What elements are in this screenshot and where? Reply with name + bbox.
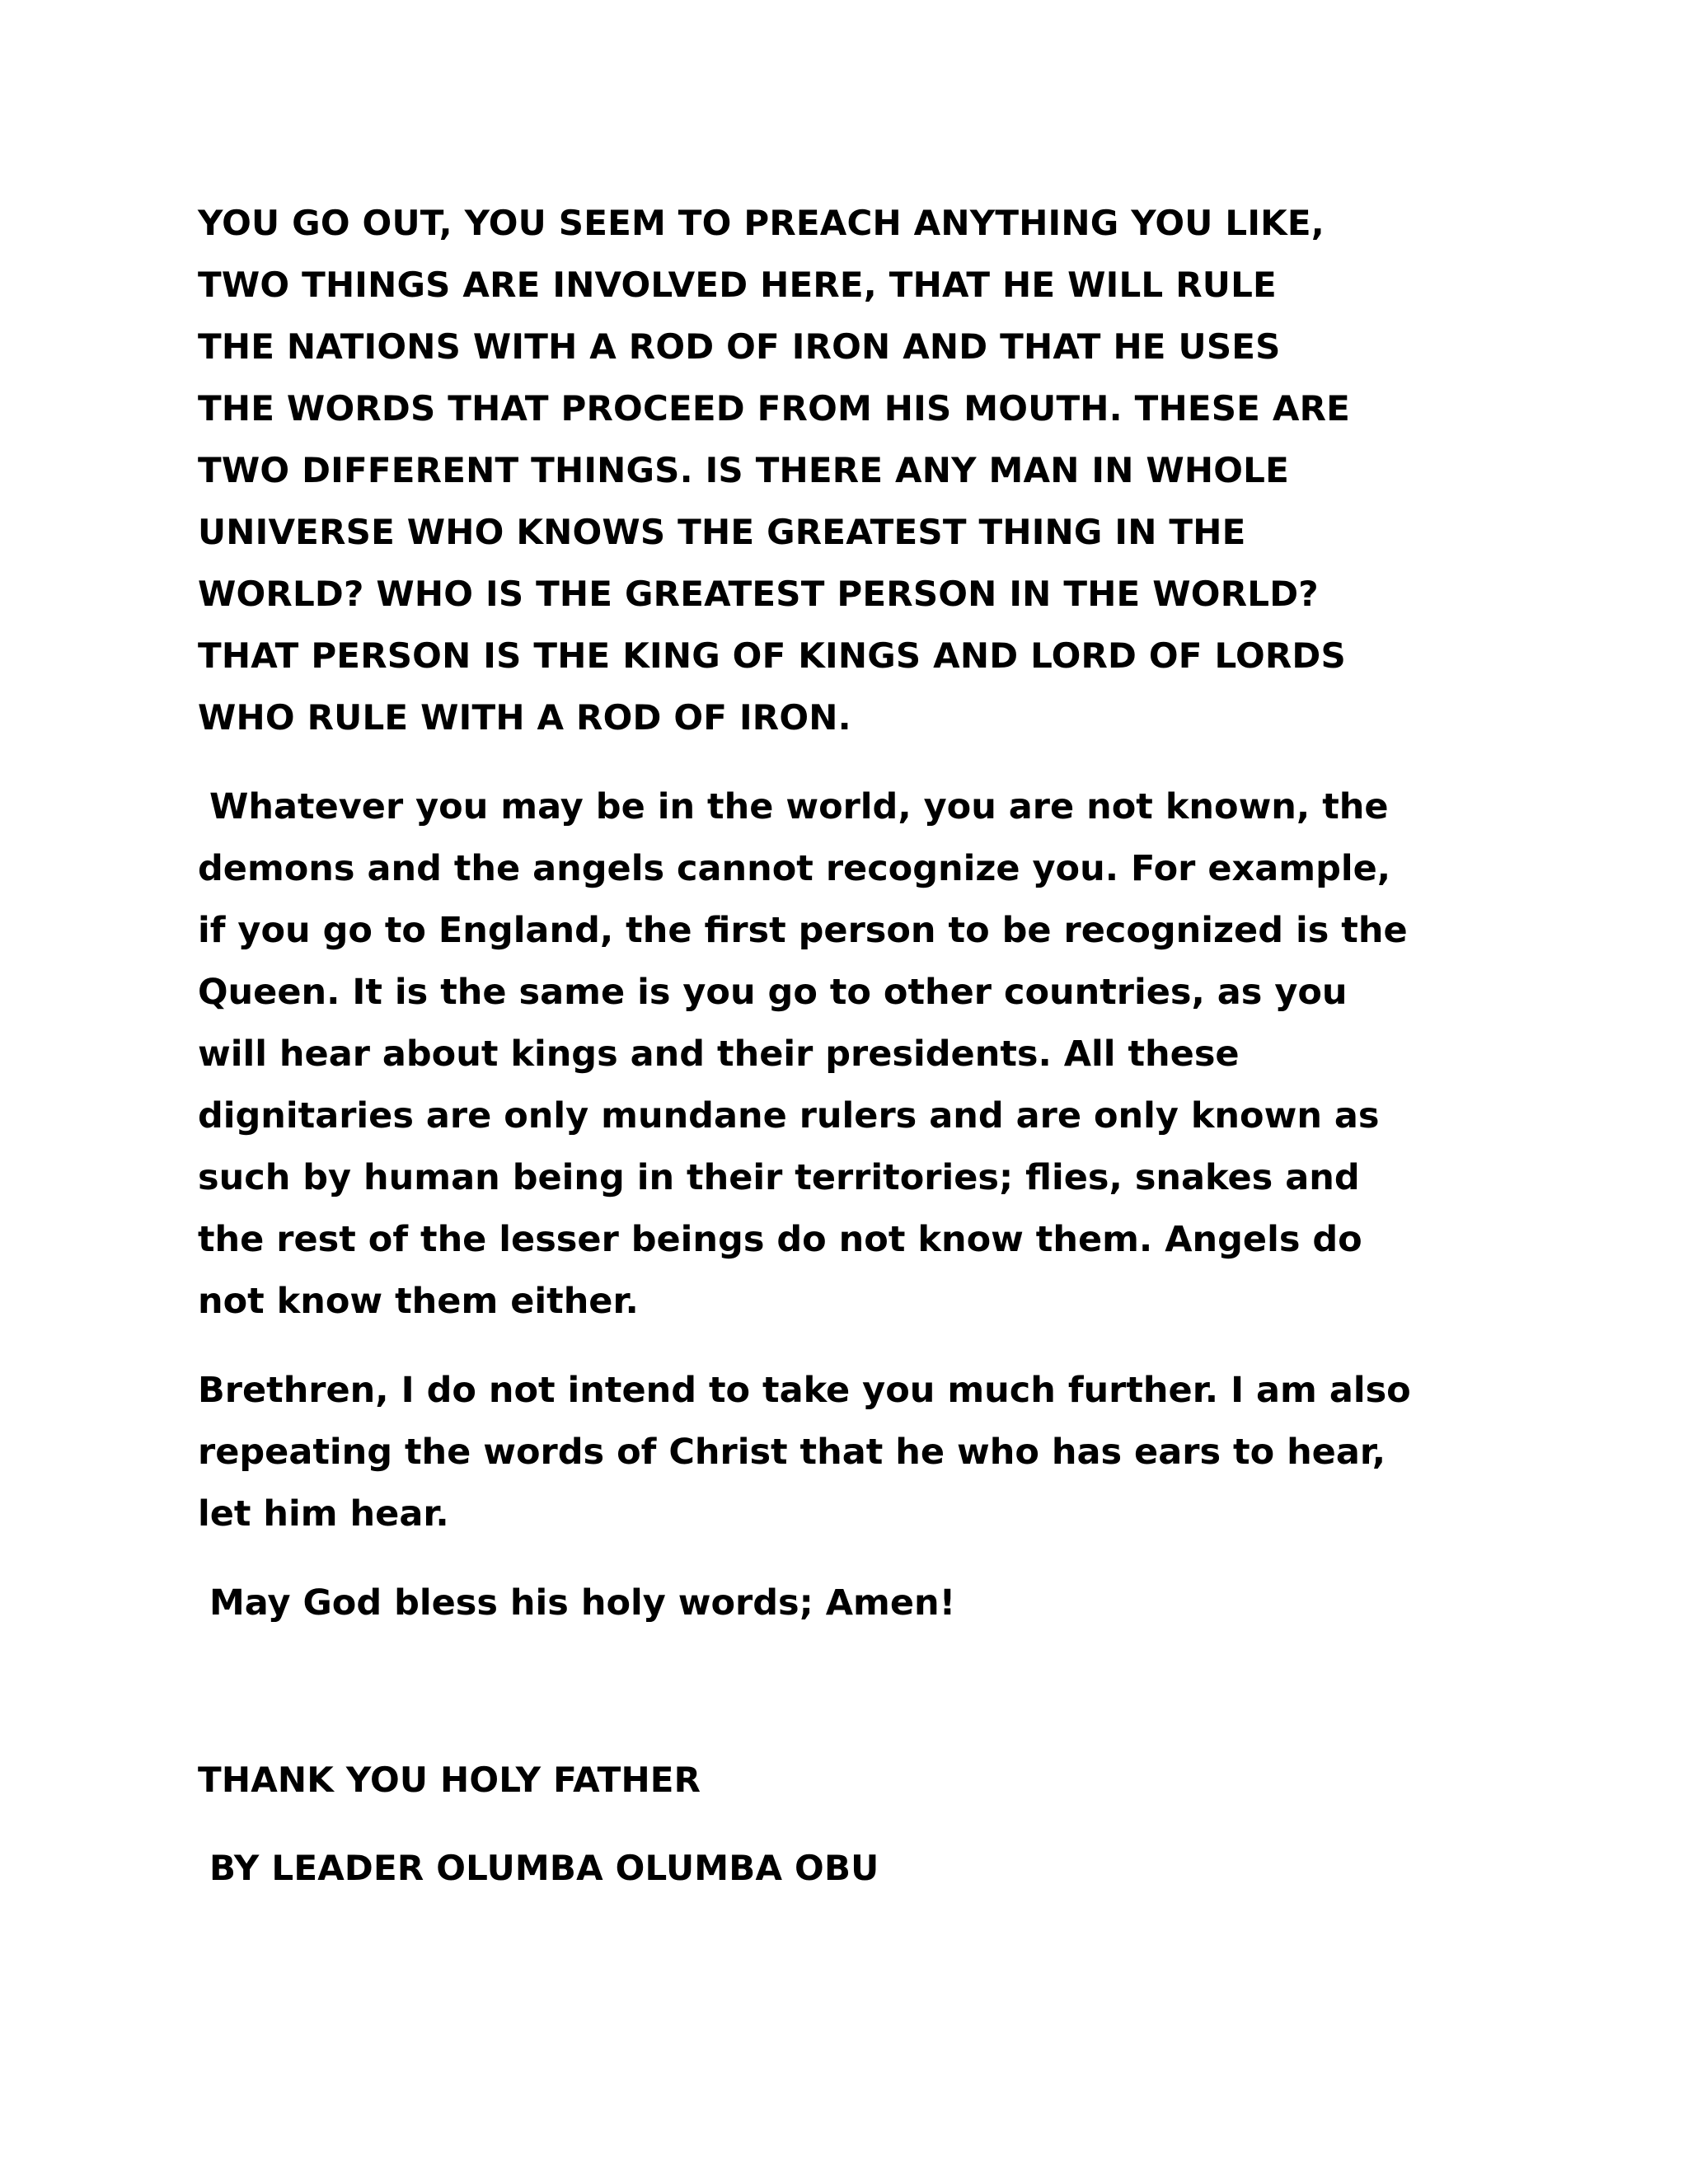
text-line: THE NATIONS WITH A ROD OF IRON AND THAT HE USES <box>198 326 1281 367</box>
text-line: UNIVERSE WHO KNOWS THE GREATEST THING IN THE <box>198 512 1246 552</box>
text-line: Queen. It is the same is you go to other countries, as you <box>198 972 1348 1013</box>
text-line: THAT PERSON IS THE KING OF KINGS AND LORD OF LORDS <box>198 635 1346 676</box>
text-line: dignitaries are only mundane rulers and are only known as <box>198 1095 1380 1137</box>
text-line: YOU GO OUT, YOU SEEM TO PREACH ANYTHING YOU LIKE, <box>198 203 1325 243</box>
closing-text: THANK YOU HOLY FATHER <box>198 1760 701 1800</box>
text-line: demons and the angels cannot recognize you. For example, <box>198 848 1391 889</box>
text-line: will hear about kings and their presidents. All these <box>198 1033 1240 1075</box>
text-line: WHO RULE WITH A ROD OF IRON. <box>198 697 851 738</box>
text-line: THE WORDS THAT PROCEED FROM HIS MOUTH. THESE ARE <box>198 388 1351 429</box>
blessing-text: May God bless his holy words; Amen! <box>209 1582 956 1624</box>
text-line: let him hear. <box>198 1493 449 1535</box>
text-line: TWO DIFFERENT THINGS. IS THERE ANY MAN IN WHOLE <box>198 450 1290 490</box>
text-line: WORLD? WHO IS THE GREATEST PERSON IN THE WORLD? <box>198 574 1319 614</box>
text-line: not know them either. <box>198 1281 639 1322</box>
text-line: Brethren, I do not intend to take you much further. I am also <box>198 1370 1411 1411</box>
text-line: the rest of the lesser beings do not know them. Angels do <box>198 1219 1362 1260</box>
text-line: if you go to England, the first person to be recognized is the <box>198 910 1408 951</box>
text-line: repeating the words of Christ that he who has ears to hear, <box>198 1432 1386 1473</box>
text-line: Whatever you may be in the world, you are not known, the <box>209 786 1389 827</box>
text-line: such by human being in their territories; flies, snakes and <box>198 1157 1360 1198</box>
byline-text: BY LEADER OLUMBA OLUMBA OBU <box>209 1848 879 1888</box>
text-line: TWO THINGS ARE INVOLVED HERE, THAT HE WILL RULE <box>198 265 1277 305</box>
